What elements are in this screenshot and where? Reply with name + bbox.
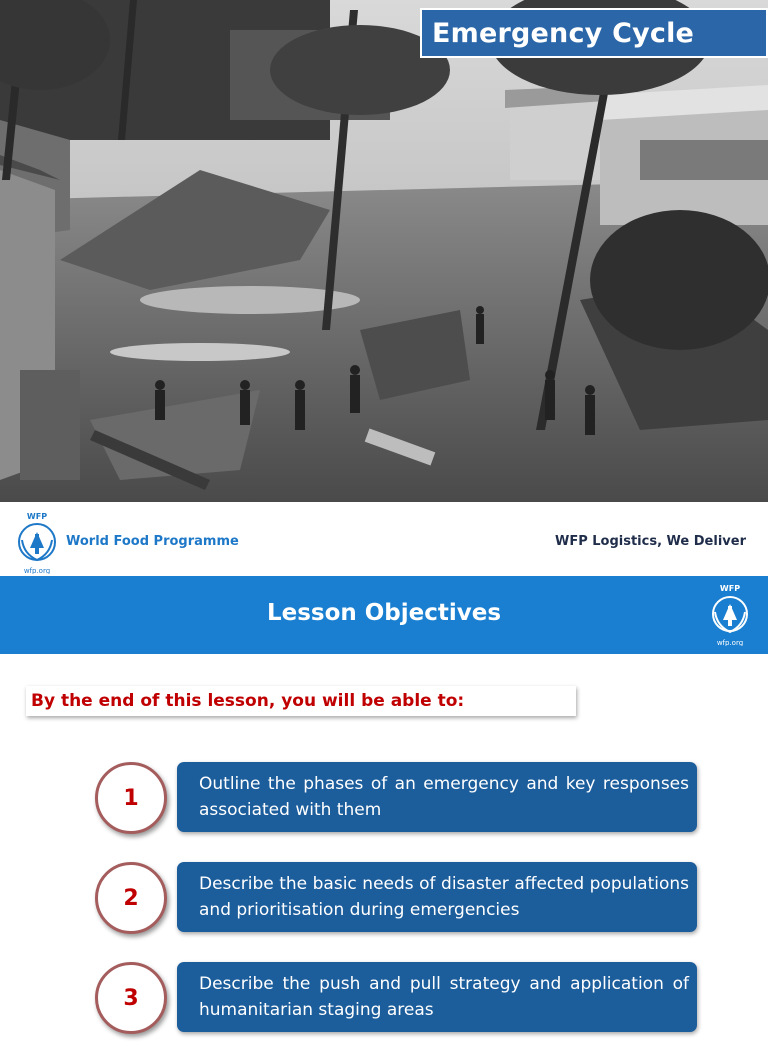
objective-text: Outline the phases of an emergency and key responses associated with them <box>199 774 689 820</box>
objective-text: Describe the basic needs of disaster affected populations and prioritisation during emergencies <box>199 874 689 920</box>
wfp-logo-url: wfp.org <box>23 567 51 574</box>
disaster-scene-photo <box>0 0 768 502</box>
wfp-logo-acronym: WFP <box>719 584 741 593</box>
objective-text-box <box>177 862 697 932</box>
wfp-emblem-icon <box>704 582 756 646</box>
lesson-banner <box>0 576 768 654</box>
tagline: WFP Logistics, We Deliver <box>554 534 746 549</box>
slide-footer <box>0 502 768 577</box>
objective-item <box>0 862 768 942</box>
disaster-photo <box>0 0 768 502</box>
intro-statement <box>26 686 576 716</box>
wfp-logo-url: wfp.org <box>716 639 744 646</box>
objective-text-box <box>177 962 697 1032</box>
intro-text: By the end of this lesson, you will be able to: <box>31 691 465 711</box>
organization-name: World Food Programme <box>66 534 239 549</box>
objective-item <box>0 962 768 1042</box>
objective-item <box>0 762 768 842</box>
slide-title-text: Emergency Cycle <box>432 17 695 49</box>
objective-number: 3 <box>95 962 167 1034</box>
objective-text: Describe the push and pull strategy and application of humanitarian staging areas <box>199 974 689 1020</box>
lesson-title: Lesson Objectives <box>266 600 502 626</box>
objective-text-box <box>177 762 697 832</box>
slide-title <box>420 8 768 58</box>
wfp-emblem-icon <box>10 510 64 574</box>
objective-number: 2 <box>95 862 167 934</box>
wfp-logo-acronym: WFP <box>26 512 48 521</box>
objective-number: 1 <box>95 762 167 834</box>
